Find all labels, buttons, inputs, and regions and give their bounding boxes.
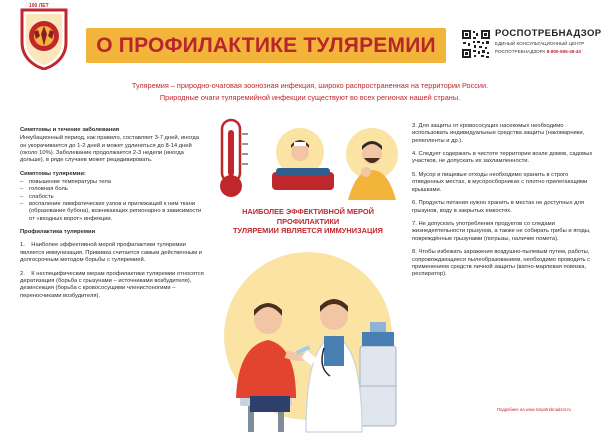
prevention-item: 7. Не допускать употребления продуктов со следами жизнедеятельности грызунов, а также не собирать грибы и ягоды, повреждённые грызунами (погрызы, наличие помета). [412, 221, 591, 242]
prevention-item: 4. Следует содержать в чистоте территории возле домов, садовых участков, не допускать их захламленности. [412, 151, 593, 165]
intro-line1: Туляремия – природно-очаговая зоонозная инфекция, широко распространенная на территории России. [131, 81, 489, 90]
org-line1: ЕДИНЫЙ КОНСУЛЬТАЦИОННЫЙ ЦЕНТР [495, 41, 585, 46]
prevention-item: 8. Чтобы избежать заражения воздушно-пылевым путем, работы, сопровождающиеся пылеобразованием, необходимо проводить с применением средств личной защиты (ватно-марлевая повязка, респиратор). [412, 249, 591, 278]
page-title: О ПРОФИЛАКТИКЕ ТУЛЯРЕМИИ [96, 34, 436, 57]
symptoms-course-text: Инкубационный период, как правило, составляет 3-7 дней, иногда он укорачивается до 1-2 дней и может удлиняться до 8-14 дней (около 10%). Заболевание продолжается 2-3 недели (иногда дольше), в ряде случаев может рецидивировать. [20, 135, 199, 164]
symptoms-list [20, 179, 206, 223]
coughing-man-icon [346, 128, 398, 200]
header [0, 0, 614, 75]
org-line2: РОСПОТРЕБНАДЗОРА 8-800-555-49-43 [495, 49, 581, 54]
anniversary-label: 100 ЛЕТ [29, 3, 49, 9]
medical-cabinet-icon [360, 322, 396, 426]
fever-illustration [208, 118, 408, 200]
right-column [412, 123, 597, 285]
headline-line1: НАИБОЛЕЕ ЭФФЕКТИВНОЙ МЕРОЙ ПРОФИЛАКТИКИ [242, 207, 374, 226]
footer-link[interactable]: Подробнее на www.rospotrebnadzor.ru [497, 407, 571, 412]
prevention-item: 2. К неспецифическим мерам профилактики туляремии относятся дератизация (борьба с грызунами – источниками возбудителя), дезинсекция (борьба с кровососущими членистоногими – переносчиками возбудителя). [20, 270, 204, 299]
left-column [20, 127, 206, 306]
org-block [495, 28, 610, 55]
title-bar [86, 28, 446, 63]
prevention-item: 5. Мусор и пищевые отходы необходимо хранить в строго отведенных местах, в мусоросборниках с плотно прилегающими крышками. [412, 172, 588, 193]
headline-line2: ТУЛЯРЕМИИ ЯВЛЯЕТСЯ ИММУНИЗАЦИЯ [233, 226, 383, 235]
symptoms-heading: Симптомы туляремии: [20, 170, 86, 177]
symptom-item: – воспаление лимфатических узлов и прилежащей к ним ткани (образование бубона), возникающих регионарно в зависимости от «входных ворот» инфекции. [20, 201, 206, 223]
sick-person-icon [272, 128, 334, 190]
intro-line2: Природные очаги туляремийной инфекции существуют во всех регионах нашей страны. [159, 93, 461, 102]
prevention-item: 6. Продукты питания нужно хранить в местах не доступных для грызунов, воду в закрытых емкостях. [412, 200, 584, 214]
symptoms-course-heading: Симптомы и течение заболевания [20, 127, 120, 133]
symptom-item: – слабость [20, 194, 206, 201]
rospotrebnadzor-emblem-icon [16, 6, 72, 70]
org-phone: 8-800-555-49-43 [546, 49, 581, 54]
symptom-item: – головная боль [20, 186, 206, 193]
vaccination-illustration [210, 236, 406, 436]
prevention-heading: Профилактика туляремии [20, 229, 96, 236]
prevention-item: 1. Наиболее эффективной мерой профилактики туляремии является иммунизация. Прививка считается самым действенным и долгосрочным методом борьбы с туляремией. [20, 242, 202, 264]
org-name: РОСПОТРЕБНАДЗОР [495, 28, 602, 39]
qr-code-icon [461, 29, 491, 59]
headline [210, 207, 406, 236]
thermometer-icon [220, 120, 248, 197]
symptom-item: – повышение температуры тела [20, 179, 206, 186]
intro [70, 80, 550, 104]
prevention-item: 3. Для защиты от кровососущих насекомых необходимо использовать индивидуальные средства защиты (накомарники, репелленты и др.). [412, 123, 585, 144]
